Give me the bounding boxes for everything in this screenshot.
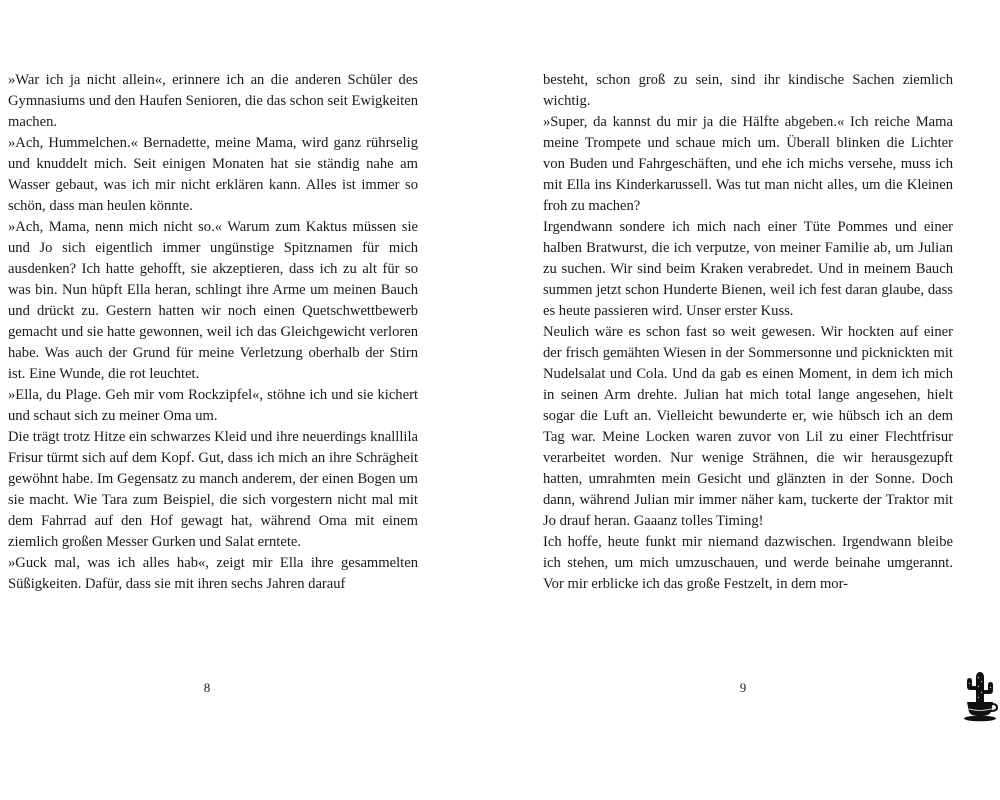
- paragraph: »Ella, du Plage. Geh mir vom Rockzipfel«, stöhne ich und sie kichert und schaut sich zu meiner Oma um.: [8, 387, 418, 424]
- paragraph: »Super, da kannst du mir ja die Hälfte abgeben.« Ich reiche Mama meine Trompete und schaue mich um. Überall blinken die Lichter von Buden und Fahrgeschäften, und ehe ich michs versehe, muss ich mit Ella ins Kinderkarussell. Was tut man nicht alles, um die Kleinen froh zu machen?: [543, 114, 953, 214]
- paragraph: »War ich ja nicht allein«, erinnere ich an die anderen Schüler des Gymnasiums und den Haufen Senioren, die das schon seit Ewigkeiten machen.: [8, 72, 418, 130]
- paragraph: »Ach, Mama, nenn mich nicht so.« Warum zum Kaktus müssen sie und Jo sich eigentlich immer ungünstige Spitznamen für mich ausdenken? Ich hatte gehofft, sie akzeptieren, dass ich zu alt für so was bin. Nun hüpft Ella heran, schlingt ihre Arme um meinen Bauch und drückt zu. Gestern hatten wir noch einen Quetschwettbewerb gemacht und sie hatte gewonnen, weil ich das Gleichgewicht verloren habe. Was auch der Grund für meine Verletzung oberhalb der Stirn ist. Eine Wunde, die rot leuchtet.: [8, 219, 418, 382]
- paragraph: Ich hoffe, heute funkt mir niemand dazwischen. Irgendwann bleibe ich stehen, um mich umzuschauen, und werde beinahe umgerannt. Vor mir erblicke ich das große Festzelt, in dem mor-: [543, 534, 953, 592]
- left-page-text: [8, 70, 418, 595]
- paragraph: »Guck mal, was ich alles hab«, zeigt mir Ella ihre gesammelten Süßigkeiten. Dafür, dass sie mit ihren sechs Jahren darauf: [8, 555, 418, 592]
- page-number-left: 8: [203, 680, 211, 695]
- paragraph: besteht, schon groß zu sein, sind ihr kindische Sachen ziemlich wichtig.: [543, 72, 953, 109]
- paragraph: Neulich wäre es schon fast so weit gewesen. Wir hockten auf einer der frisch gemähten Wiesen in der Sommersonne und picknickten mit Nudelsalat und Cola. Und da gab es einen Moment, in dem ich mich in seinen Arm drehte. Julian hat mich total lange angesehen, hielt sogar die Luft an. Vielleicht bewunderte er, wie hübsch ich an dem Tag war. Meine Locken waren zuvor von Lil zu einer Flechtfrisur verarbeitet worden. Nur wenige Strähnen, die wir herausgezupft hatten, umrahmten mein Gesicht und glänzten in der Sonne. Doch dann, während Julian mir immer näher kam, tuckerte der Traktor mit Jo drauf heran. Gaaanz tolles Timing!: [543, 324, 953, 529]
- paragraph: Die trägt trotz Hitze ein schwarzes Kleid und ihre neuerdings knalllila Frisur türmt sich auf dem Kopf. Gut, dass ich mich an ihre Schrägheit gewöhnt habe. Im Gegensatz zu manch anderem, der einen Bogen um sie macht. Wie Tara zum Beispiel, die sich vorgestern nicht mal mit dem Fahrrad auf den Hof gewagt hat, während Oma mit einem ziemlich großen Messer Gurken und Salat erntete.: [8, 429, 418, 550]
- cactus-teacup-icon: [962, 668, 998, 724]
- right-page-text: [543, 70, 953, 595]
- paragraph: »Ach, Hummelchen.« Bernadette, meine Mama, wird ganz rührselig und knuddelt mich. Seit einigen Monaten hat sie ständig nahe am Wasser gebaut, was ich mir nicht erklären kann. Alles ist immer so schön, dass man heulen könnte.: [8, 135, 418, 214]
- page-number-right: 9: [739, 680, 747, 695]
- paragraph: Irgendwann sondere ich mich nach einer Tüte Pommes und einer halben Bratwurst, die ich verputze, von meiner Familie ab, um Julian zu suchen. Wir sind beim Kraken verabredet. Und in meinem Bauch summen jetzt schon Hunderte Bienen, weil ich fest daran glaube, dass es heute passieren wird. Unser erster Kuss.: [543, 219, 953, 319]
